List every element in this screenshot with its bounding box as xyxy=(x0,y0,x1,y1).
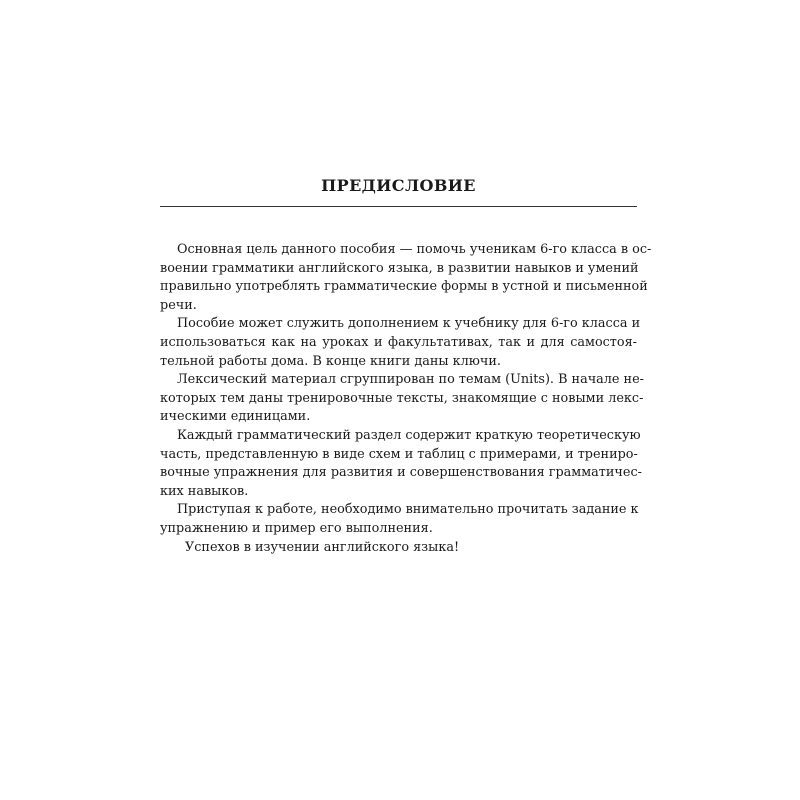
text-line: речи. xyxy=(160,297,197,313)
text-line: часть, представленную в виде схем и таблиц с примерами, и трениро- xyxy=(160,446,638,462)
text-line: Лексический материал сгруппирован по темам (Units). В начале не- xyxy=(177,372,644,388)
preface-text xyxy=(160,241,652,557)
text-line: Пособие может служить дополнением к учебнику для 6-го класса и xyxy=(177,316,641,332)
text-line: Основная цель данного пособия — помочь ученикам 6-го класса в ос- xyxy=(177,242,652,257)
text-line: упражнению и пример его выполнения. xyxy=(160,520,433,536)
text-line: ких навыков. xyxy=(160,483,249,499)
text-line: Каждый грамматический раздел содержит краткую теоретическую xyxy=(177,427,641,443)
text-line: ическими единицами. xyxy=(160,409,311,425)
text-line: тельной работы дома. В конце книги даны ключи. xyxy=(160,353,501,369)
text-line: использоваться как на уроках и факультативах, так и для самостоя- xyxy=(160,334,637,350)
text-line: которых тем даны тренировочные тексты, знакомящие с новыми лекс- xyxy=(160,390,644,406)
text-line: воении грамматики английского языка, в развитии навыков и умений xyxy=(160,260,639,276)
text-line: правильно употреблять грамматические формы в устной и письменной xyxy=(160,279,648,295)
text-line: Приступая к работе, необходимо внимательно прочитать задание к xyxy=(177,502,639,518)
text-line: Успехов в изучении английского языка! xyxy=(185,539,460,555)
title-underline xyxy=(160,206,637,207)
page-title: ПРЕДИСЛОВИЕ xyxy=(321,176,476,195)
text-line: вочные упражнения для развития и совершенствования грамматичес- xyxy=(160,465,642,481)
